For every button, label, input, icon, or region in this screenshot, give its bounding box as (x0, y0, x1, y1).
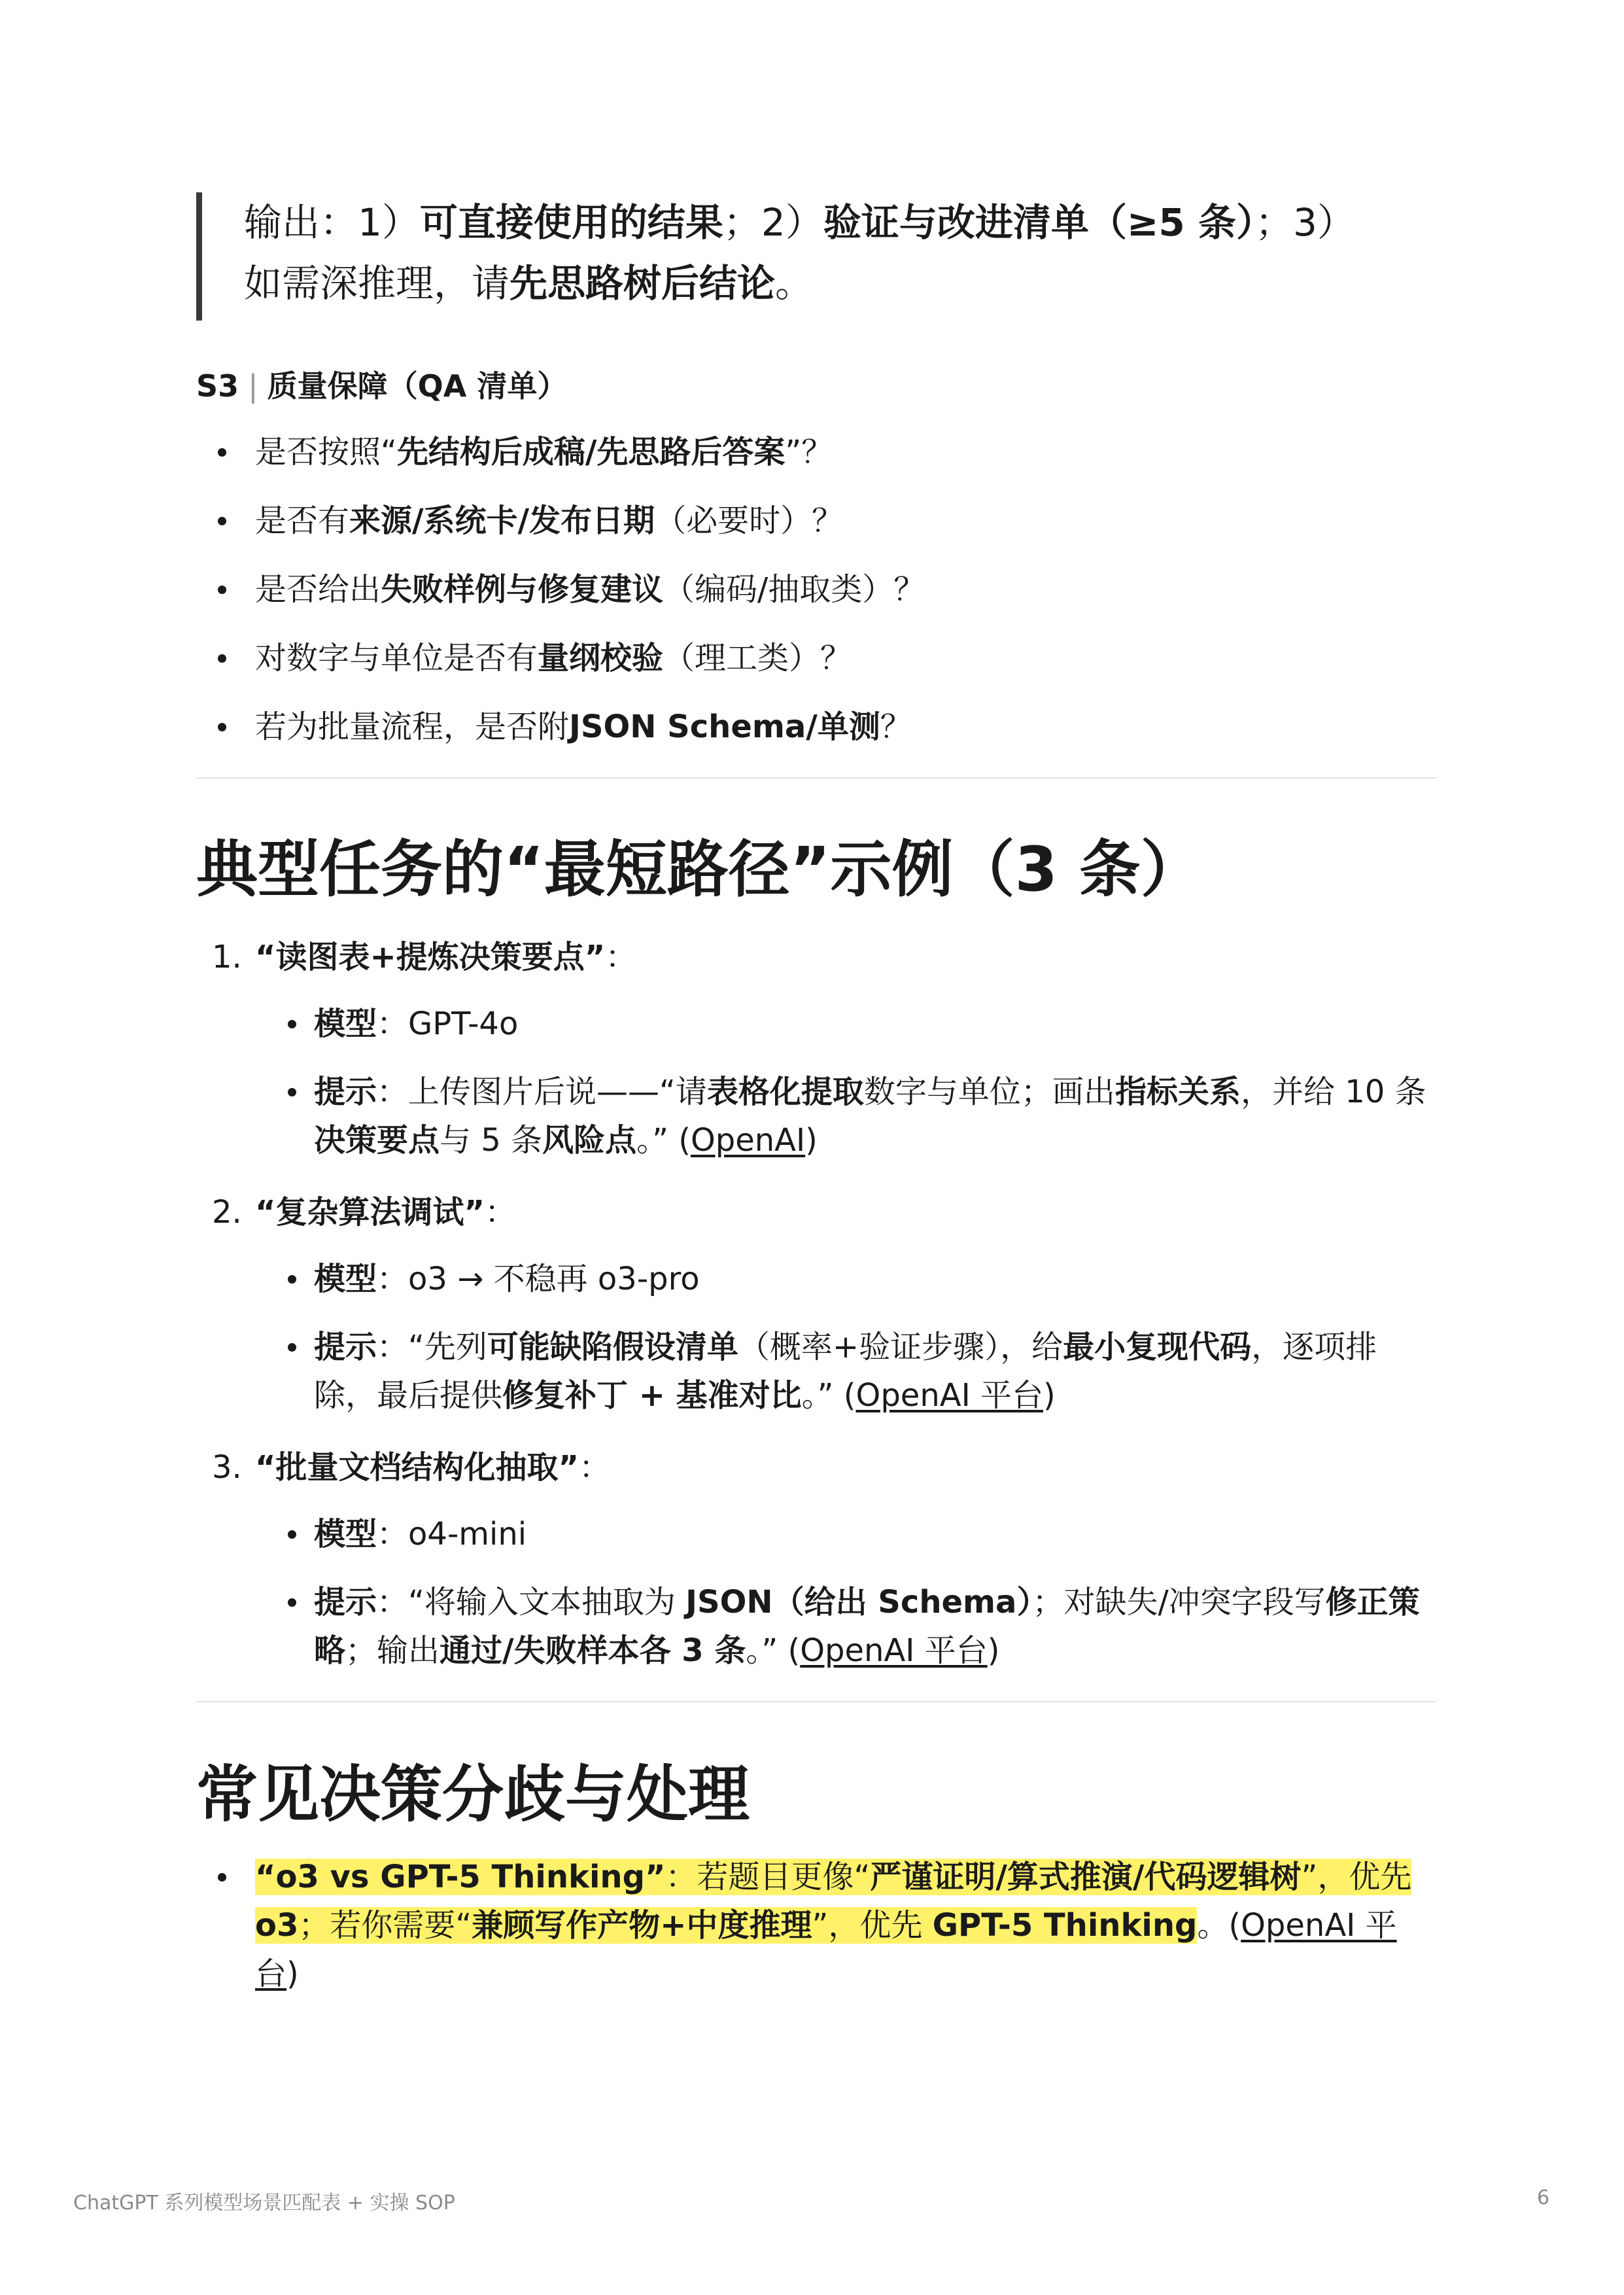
quote-bold: 验证与改进清单（≥5 条） (823, 200, 1255, 245)
section-code: S3 (196, 368, 239, 404)
model-value: o3 → 不稳再 o3-pro (408, 1261, 700, 1297)
decision-text: ；若你需要“ (298, 1907, 472, 1944)
quote-bold: 可直接使用的结果 (419, 200, 723, 245)
prompt-text: ；输出 (345, 1632, 440, 1669)
decision-text: ：若题目更像“ (665, 1859, 871, 1895)
decision-bold: GPT-5 Thinking (932, 1907, 1198, 1944)
bullet-icon (288, 1598, 296, 1607)
prompt-bold: 风险点 (542, 1122, 637, 1159)
bullet-icon (288, 1530, 296, 1539)
source-link[interactable]: OpenAI (690, 1122, 806, 1159)
prompt-line (314, 1068, 1439, 1165)
item-title: “批量文档结构化抽取” (255, 1449, 579, 1486)
item-bold: 失败样例与修复建议 (381, 571, 664, 608)
qa-checklist (196, 430, 1426, 774)
list-item (196, 499, 1426, 568)
prompt-text: “先列 (408, 1329, 487, 1365)
quote-text: 。 (775, 261, 814, 306)
qa-section-label (196, 366, 567, 406)
bullet-icon (218, 1873, 226, 1882)
model-label: 模型 (314, 1516, 377, 1552)
bullet-icon (218, 517, 226, 525)
paren: ) (286, 1955, 299, 1992)
list-item (196, 637, 1426, 705)
item-text: （必要时）？ (655, 502, 844, 539)
model-line (314, 1000, 1439, 1048)
list-item (196, 705, 1426, 774)
divider (196, 1701, 1436, 1702)
prompt-bold: JSON（给出 Schema） (685, 1584, 1033, 1621)
colon: ： (377, 1074, 409, 1110)
item-text: ”？ (785, 434, 833, 470)
bullet-icon (218, 586, 226, 594)
quote-text: ；2） (723, 200, 823, 245)
prompt-line (314, 1578, 1439, 1675)
model-label: 模型 (314, 1006, 377, 1042)
item-bold: 先结构后成稿/先思路后答案 (396, 434, 786, 470)
source-link[interactable]: OpenAI 平台 (800, 1632, 988, 1669)
prompt-text: 数字与单位；画出 (863, 1074, 1115, 1110)
prompt-bold: 指标关系 (1114, 1074, 1241, 1110)
model-label: 模型 (314, 1261, 377, 1297)
item-text: ？ (880, 709, 912, 745)
item-title: “复杂算法调试” (255, 1194, 485, 1231)
item-bold: 量纲校验 (538, 640, 664, 676)
decision-item (255, 1853, 1432, 1998)
page-number: 6 (1537, 2186, 1550, 2209)
divider (196, 777, 1436, 779)
colon: ： (377, 1329, 409, 1365)
bullet-icon (288, 1275, 296, 1284)
item-text: 是否给出 (255, 571, 381, 608)
prompt-text: 与 5 条 (440, 1122, 543, 1159)
item-text: 是否按照“ (255, 434, 397, 470)
colon: ： (579, 1449, 611, 1486)
colon: ： (377, 1516, 409, 1552)
item-number: 1. (212, 939, 242, 975)
source-link[interactable]: OpenAI 平台 (855, 1377, 1043, 1414)
bullet-icon (218, 654, 226, 663)
prompt-line (314, 1323, 1439, 1420)
prompt-label: 提示 (314, 1584, 377, 1621)
item-text: 若为批量流程，是否附 (255, 709, 570, 745)
colon: ： (377, 1261, 409, 1297)
decision-bold: 严谨证明/算式推演/代码逻辑树 (870, 1859, 1302, 1895)
prompt-bold: 决策要点 (314, 1122, 440, 1159)
prompt-bold: 修正策略 (314, 1584, 1420, 1669)
prompt-text: ，逐项排除，最后提供 (314, 1329, 1377, 1414)
paren: ) (805, 1122, 818, 1159)
heading-shortest-paths: 典型任务的“最短路径”示例（3 条） (196, 834, 1202, 905)
decision-text: ”，优先 (1301, 1859, 1412, 1895)
model-line (314, 1255, 1439, 1303)
prompt-label: 提示 (314, 1329, 377, 1365)
footer-title: ChatGPT 系列模型场景匹配表 + 实操 SOP (73, 2192, 455, 2215)
prompt-text: 。” ( (746, 1632, 801, 1669)
bullet-icon (218, 448, 226, 457)
decision-bold: o3 (255, 1907, 299, 1944)
prompt-text: ，并给 10 条 (1240, 1074, 1426, 1110)
model-line (314, 1510, 1439, 1558)
paren: ) (1043, 1377, 1056, 1414)
quote-text: 输出：1） (244, 200, 420, 245)
quote-text: ；3） (1254, 200, 1355, 245)
decision-text: 。( (1197, 1907, 1241, 1944)
prompt-bold: 通过/失败样本各 3 条 (440, 1632, 746, 1669)
paren: ) (987, 1632, 1000, 1669)
decision-text: ”，优先 (812, 1907, 933, 1944)
item-bold: JSON Schema/单测 (569, 709, 880, 745)
prompt-text: ；对缺失/冲突字段写 (1032, 1584, 1326, 1621)
colon: ： (485, 1194, 517, 1231)
decision-bold: “o3 vs GPT-5 Thinking” (255, 1859, 666, 1895)
colon: ： (605, 939, 637, 975)
prompt-text: （概率+验证步骤），给 (738, 1329, 1063, 1365)
prompt-bold: 表格化提取 (706, 1074, 864, 1110)
prompt-text: “将输入文本抽取为 (408, 1584, 686, 1621)
prompt-bold: 修复补丁 + 基准对比 (502, 1377, 802, 1414)
model-value: o4-mini (408, 1516, 527, 1552)
list-item (196, 568, 1426, 637)
section-title: 质量保障（QA 清单） (267, 368, 568, 404)
bullet-icon (288, 1020, 296, 1028)
item-bold: 来源/系统卡/发布日期 (349, 502, 655, 539)
item-number: 3. (212, 1449, 242, 1486)
bullet-icon (288, 1343, 296, 1352)
decision-bold: 兼顾写作产物+中度推理 (472, 1907, 812, 1944)
bullet-icon (218, 723, 226, 731)
output-requirement-quote (196, 192, 1474, 321)
quote-text: 如需深推理，请 (244, 261, 510, 306)
separator: | (248, 368, 258, 404)
item-text: 是否有 (255, 502, 350, 539)
prompt-bold: 最小复现代码 (1063, 1329, 1252, 1365)
item-text: 对数字与单位是否有 (255, 640, 538, 676)
quote-bold: 先思路树后结论 (510, 261, 776, 306)
prompt-label: 提示 (314, 1074, 377, 1110)
list-item (196, 430, 1426, 499)
source-link[interactable]: OpenAI 平台 (255, 1907, 1397, 1992)
colon: ： (377, 1584, 409, 1621)
heading-decisions: 常见决策分歧与处理 (196, 1759, 750, 1831)
prompt-bold: 可能缺陷假设清单 (487, 1329, 738, 1365)
prompt-text: 。” ( (801, 1377, 856, 1414)
item-title: “读图表+提炼决策要点” (255, 939, 606, 975)
prompt-text: 上传图片后说——“请 (408, 1074, 707, 1110)
bullet-icon (288, 1088, 296, 1096)
item-number: 2. (212, 1194, 242, 1231)
prompt-text: 。” ( (636, 1122, 691, 1159)
model-value: GPT-4o (408, 1006, 519, 1042)
colon: ： (377, 1006, 409, 1042)
item-text: （编码/抽取类）？ (663, 571, 925, 608)
item-text: （理工类）？ (663, 640, 852, 676)
